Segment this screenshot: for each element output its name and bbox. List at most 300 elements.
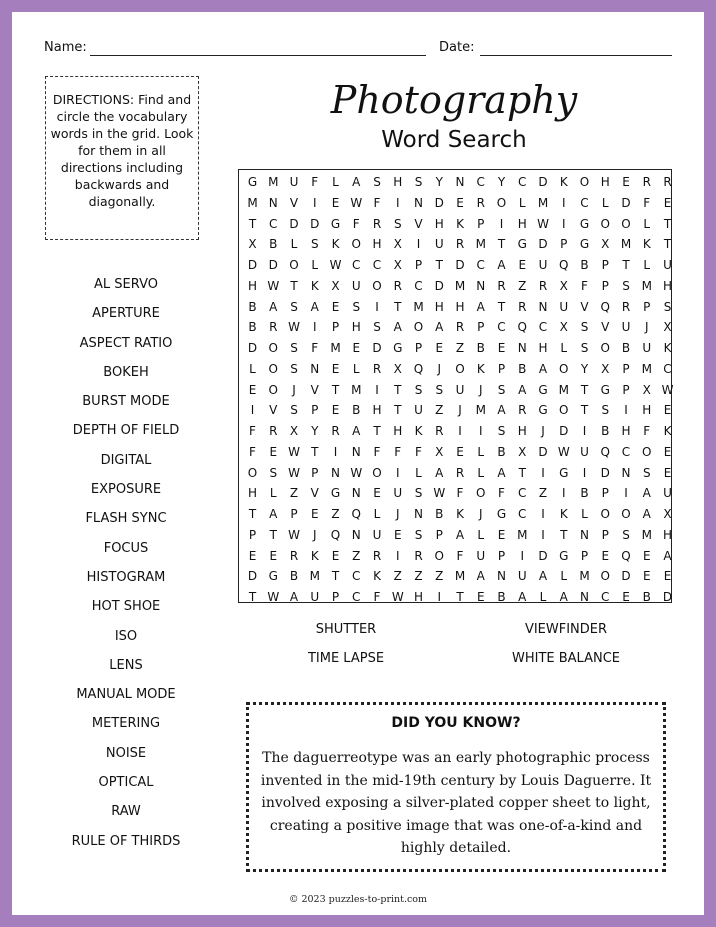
grid-cell[interactable]: L <box>601 195 609 210</box>
grid-cell[interactable]: Y <box>311 424 319 438</box>
grid-cell[interactable]: D <box>247 258 258 272</box>
grid-cell[interactable]: O <box>496 195 507 210</box>
grid-cell[interactable]: E <box>518 258 527 272</box>
grid-cell[interactable]: L <box>373 507 381 521</box>
grid-cell[interactable]: W <box>288 320 300 335</box>
grid-cell[interactable]: O <box>600 341 610 355</box>
grid-cell[interactable]: C <box>372 258 382 272</box>
grid-cell[interactable]: V <box>310 382 319 397</box>
grid-cell[interactable]: T <box>497 299 506 314</box>
grid-cell[interactable]: O <box>621 507 631 521</box>
grid-cell[interactable]: C <box>352 258 361 272</box>
grid-cell[interactable]: L <box>539 590 547 604</box>
grid-cell[interactable]: B <box>601 424 610 438</box>
grid-cell[interactable]: C <box>663 361 672 376</box>
grid-cell[interactable]: G <box>579 237 590 252</box>
grid-cell[interactable]: V <box>601 320 610 335</box>
grid-cell[interactable]: D <box>372 341 382 355</box>
grid-cell[interactable]: U <box>663 486 672 501</box>
grid-cell[interactable]: S <box>497 382 506 397</box>
grid-cell[interactable]: H <box>517 216 527 231</box>
grid-cell[interactable]: T <box>518 465 526 480</box>
grid-cell[interactable]: Z <box>352 548 361 563</box>
grid-cell[interactable]: X <box>289 424 299 438</box>
grid-cell[interactable]: Z <box>538 486 548 501</box>
grid-cell[interactable]: D <box>434 195 444 210</box>
grid-cell[interactable]: I <box>624 403 628 418</box>
grid-cell[interactable]: N <box>497 569 506 584</box>
grid-cell[interactable]: D <box>538 444 548 459</box>
grid-cell[interactable]: Y <box>497 175 506 189</box>
grid-cell[interactable]: E <box>476 590 485 604</box>
grid-cell[interactable]: I <box>582 465 587 480</box>
grid-cell[interactable]: T <box>394 382 402 397</box>
grid-cell[interactable]: S <box>414 486 423 501</box>
grid-cell[interactable]: R <box>372 361 382 376</box>
grid-cell[interactable]: D <box>621 569 631 584</box>
grid-cell[interactable]: S <box>414 175 423 189</box>
grid-cell[interactable]: A <box>518 382 527 397</box>
grid-cell[interactable]: X <box>435 444 444 459</box>
grid-cell[interactable]: X <box>559 278 568 293</box>
grid-cell[interactable]: N <box>538 299 548 314</box>
grid-cell[interactable]: G <box>393 341 403 355</box>
grid-cell[interactable]: E <box>663 195 672 210</box>
grid-cell[interactable]: S <box>269 465 278 480</box>
grid-cell[interactable]: F <box>373 444 381 459</box>
grid-cell[interactable]: J <box>437 361 442 376</box>
grid-cell[interactable]: S <box>622 527 630 542</box>
grid-cell[interactable]: E <box>331 361 340 376</box>
grid-cell[interactable]: O <box>413 320 424 335</box>
grid-cell[interactable]: H <box>517 424 527 438</box>
grid-cell[interactable]: U <box>434 237 444 252</box>
grid-cell[interactable]: A <box>352 175 361 189</box>
grid-cell[interactable]: J <box>478 507 483 521</box>
grid-cell[interactable]: O <box>434 548 444 563</box>
grid-cell[interactable]: N <box>414 507 423 521</box>
grid-cell[interactable]: B <box>248 320 257 335</box>
grid-cell[interactable]: D <box>538 237 548 252</box>
grid-cell[interactable]: O <box>268 341 278 355</box>
grid-cell[interactable]: I <box>375 382 379 397</box>
grid-cell[interactable]: K <box>373 569 381 584</box>
grid-cell[interactable]: J <box>458 403 462 418</box>
grid-cell[interactable]: I <box>458 424 462 438</box>
grid-cell[interactable]: O <box>600 569 610 584</box>
grid-cell[interactable]: L <box>332 175 339 189</box>
grid-cell[interactable]: U <box>559 299 569 314</box>
grid-cell[interactable]: X <box>393 361 402 376</box>
grid-cell[interactable]: R <box>642 175 651 189</box>
grid-cell[interactable]: N <box>621 465 631 480</box>
grid-cell[interactable]: C <box>269 216 278 231</box>
grid-cell[interactable]: A <box>642 507 651 521</box>
grid-cell[interactable]: U <box>580 444 589 459</box>
grid-cell[interactable]: O <box>268 382 278 397</box>
grid-cell[interactable]: T <box>394 299 402 314</box>
grid-cell[interactable]: W <box>661 382 674 397</box>
grid-cell[interactable]: P <box>477 320 485 335</box>
grid-cell[interactable]: A <box>435 320 444 335</box>
grid-cell[interactable]: E <box>663 465 672 480</box>
grid-cell[interactable]: R <box>538 278 548 293</box>
grid-cell[interactable]: B <box>642 590 651 604</box>
grid-cell[interactable]: V <box>414 216 423 231</box>
grid-cell[interactable]: W <box>433 486 446 501</box>
grid-cell[interactable]: M <box>558 382 569 397</box>
grid-cell[interactable]: F <box>394 444 402 459</box>
grid-cell[interactable]: L <box>415 465 422 480</box>
grid-cell[interactable]: N <box>331 465 340 480</box>
grid-cell[interactable]: I <box>478 424 483 438</box>
grid-cell[interactable]: L <box>311 258 319 272</box>
grid-cell[interactable]: D <box>559 424 569 438</box>
grid-cell[interactable]: R <box>269 320 278 335</box>
grid-cell[interactable]: O <box>247 465 258 480</box>
grid-cell[interactable]: W <box>288 527 300 542</box>
grid-cell[interactable]: T <box>435 258 443 272</box>
grid-cell[interactable]: E <box>331 403 340 418</box>
grid-cell[interactable]: P <box>601 486 609 501</box>
grid-cell[interactable]: I <box>395 548 400 563</box>
grid-cell[interactable]: D <box>662 590 673 604</box>
grid-cell[interactable]: Q <box>621 548 631 563</box>
grid-cell[interactable]: A <box>497 465 506 480</box>
grid-cell[interactable]: P <box>414 258 423 272</box>
grid-cell[interactable]: F <box>311 175 319 189</box>
grid-cell[interactable]: U <box>517 569 527 584</box>
grid-cell[interactable]: N <box>517 341 527 355</box>
grid-cell[interactable]: T <box>663 237 672 252</box>
grid-cell[interactable]: A <box>518 590 527 604</box>
grid-cell[interactable]: D <box>310 216 320 231</box>
grid-cell[interactable]: F <box>311 341 319 355</box>
grid-cell[interactable]: L <box>518 195 526 210</box>
grid-cell[interactable]: M <box>351 382 362 397</box>
grid-cell[interactable]: X <box>518 444 527 459</box>
grid-cell[interactable]: W <box>391 590 404 604</box>
grid-cell[interactable]: G <box>600 382 610 397</box>
grid-cell[interactable]: X <box>248 237 257 252</box>
grid-cell[interactable]: X <box>601 361 610 376</box>
grid-cell[interactable]: I <box>395 465 400 480</box>
grid-cell[interactable]: B <box>476 341 485 355</box>
grid-cell[interactable]: A <box>352 424 361 438</box>
grid-cell[interactable]: F <box>456 486 464 501</box>
grid-cell[interactable]: J <box>541 424 545 438</box>
grid-cell[interactable]: E <box>642 548 651 563</box>
grid-cell[interactable]: S <box>290 299 298 314</box>
grid-cell[interactable]: C <box>518 486 527 501</box>
grid-cell[interactable]: H <box>372 237 382 252</box>
grid-cell[interactable]: W <box>288 444 300 459</box>
grid-cell[interactable]: U <box>372 527 382 542</box>
grid-cell[interactable]: L <box>290 237 298 252</box>
grid-cell[interactable]: F <box>352 216 360 231</box>
grid-cell[interactable]: H <box>642 403 652 418</box>
grid-cell[interactable]: E <box>456 444 464 459</box>
grid-cell[interactable]: A <box>538 569 548 584</box>
grid-cell[interactable]: S <box>435 382 444 397</box>
grid-cell[interactable]: B <box>435 507 444 521</box>
grid-cell[interactable]: Z <box>331 507 340 521</box>
grid-cell[interactable]: V <box>269 403 278 418</box>
grid-cell[interactable]: E <box>331 548 340 563</box>
grid-cell[interactable]: A <box>289 590 299 604</box>
grid-cell[interactable]: C <box>518 175 527 189</box>
grid-cell[interactable]: U <box>351 278 361 293</box>
grid-cell[interactable]: E <box>497 341 506 355</box>
grid-cell[interactable]: L <box>581 507 588 521</box>
grid-cell[interactable]: D <box>247 341 258 355</box>
grid-cell[interactable]: G <box>517 237 527 252</box>
grid-cell[interactable]: R <box>414 548 423 563</box>
grid-cell[interactable]: M <box>309 569 320 584</box>
grid-cell[interactable]: S <box>290 403 298 418</box>
grid-cell[interactable]: H <box>247 278 258 293</box>
grid-cell[interactable]: U <box>663 258 672 272</box>
grid-cell[interactable]: I <box>250 403 255 418</box>
grid-cell[interactable]: N <box>476 278 486 293</box>
grid-cell[interactable]: W <box>557 444 570 459</box>
grid-cell[interactable]: D <box>434 278 444 293</box>
grid-cell[interactable]: G <box>330 216 341 231</box>
grid-cell[interactable]: E <box>310 507 319 521</box>
grid-cell[interactable]: H <box>393 175 403 189</box>
grid-cell[interactable]: S <box>373 320 381 335</box>
grid-cell[interactable]: C <box>414 278 423 293</box>
grid-cell[interactable]: E <box>497 527 506 542</box>
grid-cell[interactable]: P <box>435 527 443 542</box>
grid-cell[interactable]: P <box>622 361 630 376</box>
grid-cell[interactable]: R <box>455 237 465 252</box>
grid-cell[interactable]: K <box>559 507 568 521</box>
grid-cell[interactable]: L <box>477 444 485 459</box>
grid-cell[interactable]: Q <box>600 299 610 314</box>
grid-cell[interactable]: L <box>269 486 277 501</box>
grid-cell[interactable]: D <box>455 258 465 272</box>
grid-cell[interactable]: M <box>268 175 279 189</box>
grid-cell[interactable]: C <box>538 320 548 335</box>
grid-cell[interactable]: W <box>288 465 300 480</box>
grid-cell[interactable]: P <box>601 258 609 272</box>
grid-cell[interactable]: E <box>456 195 464 210</box>
grid-cell[interactable]: V <box>580 299 589 314</box>
grid-cell[interactable]: P <box>290 507 298 521</box>
grid-cell[interactable]: Q <box>517 320 527 335</box>
grid-cell[interactable]: C <box>476 175 485 189</box>
grid-cell[interactable]: T <box>394 403 402 418</box>
grid-cell[interactable]: O <box>372 278 382 293</box>
grid-cell[interactable]: A <box>476 299 485 314</box>
grid-cell[interactable]: K <box>642 237 651 252</box>
grid-cell[interactable]: B <box>289 569 299 584</box>
grid-cell[interactable]: R <box>269 424 278 438</box>
grid-cell[interactable]: W <box>350 465 363 480</box>
grid-cell[interactable]: A <box>435 465 444 480</box>
grid-cell[interactable]: F <box>498 486 505 501</box>
grid-cell[interactable]: R <box>455 465 465 480</box>
grid-cell[interactable]: N <box>268 195 278 210</box>
grid-cell[interactable]: I <box>416 237 421 252</box>
grid-cell[interactable]: S <box>393 216 402 231</box>
grid-cell[interactable]: T <box>580 403 589 418</box>
grid-cell[interactable]: C <box>518 507 527 521</box>
grid-cell[interactable]: T <box>373 424 381 438</box>
grid-cell[interactable]: G <box>496 507 507 521</box>
grid-cell[interactable]: M <box>247 195 258 210</box>
grid-cell[interactable]: H <box>621 424 631 438</box>
grid-cell[interactable]: K <box>414 424 423 438</box>
grid-cell[interactable]: S <box>580 320 589 335</box>
grid-cell[interactable]: D <box>621 195 631 210</box>
grid-cell[interactable]: L <box>352 361 360 376</box>
grid-cell[interactable]: E <box>435 341 444 355</box>
grid-cell[interactable]: X <box>331 278 340 293</box>
grid-cell[interactable]: G <box>268 569 278 584</box>
grid-cell[interactable]: K <box>331 237 340 252</box>
grid-cell[interactable]: P <box>560 237 568 252</box>
grid-cell[interactable]: E <box>393 527 402 542</box>
grid-cell[interactable]: T <box>290 278 298 293</box>
grid-cell[interactable]: E <box>601 548 610 563</box>
grid-cell[interactable]: J <box>478 382 483 397</box>
grid-cell[interactable]: G <box>330 486 341 501</box>
grid-cell[interactable]: M <box>454 278 466 293</box>
grid-cell[interactable]: K <box>310 548 319 563</box>
grid-cell[interactable]: X <box>559 320 568 335</box>
grid-cell[interactable]: S <box>580 341 589 355</box>
grid-cell[interactable]: B <box>580 258 589 272</box>
grid-cell[interactable]: T <box>497 237 506 252</box>
grid-cell[interactable]: C <box>621 444 631 459</box>
grid-cell[interactable]: T <box>331 382 340 397</box>
grid-cell[interactable]: I <box>520 548 525 563</box>
grid-cell[interactable]: P <box>580 548 589 563</box>
grid-cell[interactable]: A <box>269 507 278 521</box>
grid-cell[interactable]: N <box>580 527 589 542</box>
grid-cell[interactable]: O <box>351 237 361 252</box>
grid-cell[interactable]: G <box>538 382 548 397</box>
grid-cell[interactable]: M <box>620 237 632 252</box>
grid-cell[interactable]: I <box>541 507 545 521</box>
grid-cell[interactable]: N <box>414 195 423 210</box>
grid-cell[interactable]: L <box>560 569 568 584</box>
grid-cell[interactable]: A <box>559 590 568 604</box>
grid-cell[interactable]: M <box>579 569 590 584</box>
grid-cell[interactable]: E <box>352 341 361 355</box>
grid-cell[interactable]: O <box>476 486 486 501</box>
grid-cell[interactable]: E <box>663 403 672 418</box>
grid-cell[interactable]: F <box>373 590 381 604</box>
grid-cell[interactable]: O <box>579 175 590 189</box>
grid-cell[interactable]: E <box>331 195 340 210</box>
grid-cell[interactable]: E <box>663 569 672 584</box>
grid-cell[interactable]: S <box>601 403 610 418</box>
grid-cell[interactable]: T <box>331 569 340 584</box>
grid-cell[interactable]: I <box>561 486 566 501</box>
grid-cell[interactable]: M <box>537 195 549 210</box>
grid-cell[interactable]: W <box>329 258 342 272</box>
grid-cell[interactable]: Z <box>435 569 444 584</box>
grid-cell[interactable]: S <box>290 341 298 355</box>
grid-cell[interactable]: M <box>475 237 486 252</box>
grid-cell[interactable]: O <box>372 465 382 480</box>
grid-cell[interactable]: P <box>311 403 319 418</box>
grid-cell[interactable]: P <box>477 216 485 231</box>
grid-cell[interactable]: T <box>663 216 672 231</box>
grid-cell[interactable]: T <box>560 527 568 542</box>
grid-cell[interactable]: Q <box>413 361 424 376</box>
grid-cell[interactable]: Z <box>289 486 299 501</box>
grid-cell[interactable]: R <box>393 278 402 293</box>
grid-cell[interactable]: A <box>497 403 506 418</box>
grid-cell[interactable]: G <box>538 403 548 418</box>
grid-cell[interactable]: L <box>249 361 256 376</box>
grid-cell[interactable]: G <box>247 175 258 189</box>
grid-cell[interactable]: U <box>621 320 631 335</box>
grid-cell[interactable]: B <box>497 590 506 604</box>
grid-cell[interactable]: I <box>437 590 442 604</box>
grid-cell[interactable]: I <box>541 527 545 542</box>
grid-cell[interactable]: Y <box>435 175 443 189</box>
grid-cell[interactable]: U <box>310 590 320 604</box>
grid-cell[interactable]: Z <box>455 341 465 355</box>
grid-cell[interactable]: H <box>455 299 465 314</box>
grid-cell[interactable]: K <box>310 278 319 293</box>
grid-cell[interactable]: O <box>600 507 610 521</box>
grid-cell[interactable]: D <box>600 465 610 480</box>
grid-cell[interactable]: T <box>269 527 277 542</box>
grid-cell[interactable]: A <box>455 527 465 542</box>
grid-cell[interactable]: M <box>475 403 486 418</box>
grid-cell[interactable]: A <box>310 299 319 314</box>
grid-cell[interactable]: O <box>642 444 652 459</box>
grid-cell[interactable]: C <box>580 195 589 210</box>
grid-cell[interactable]: B <box>269 237 278 252</box>
grid-cell[interactable]: S <box>622 278 630 293</box>
grid-cell[interactable]: K <box>456 216 464 231</box>
grid-cell[interactable]: Y <box>580 361 589 376</box>
grid-cell[interactable]: S <box>414 382 423 397</box>
grid-cell[interactable]: E <box>663 444 672 459</box>
grid-cell[interactable]: E <box>331 299 340 314</box>
grid-cell[interactable]: B <box>352 403 361 418</box>
grid-cell[interactable]: H <box>413 590 424 604</box>
grid-cell[interactable]: G <box>579 216 590 231</box>
grid-cell[interactable]: N <box>310 361 320 376</box>
grid-cell[interactable]: R <box>372 216 382 231</box>
grid-cell[interactable]: M <box>454 569 466 584</box>
grid-cell[interactable]: P <box>601 278 609 293</box>
grid-cell[interactable]: F <box>643 424 651 438</box>
grid-cell[interactable]: P <box>601 527 609 542</box>
grid-cell[interactable]: H <box>600 175 610 189</box>
grid-cell[interactable]: L <box>477 465 485 480</box>
grid-cell[interactable]: I <box>499 216 504 231</box>
grid-cell[interactable]: F <box>456 548 464 563</box>
grid-cell[interactable]: D <box>268 258 278 272</box>
grid-cell[interactable]: R <box>518 403 527 418</box>
grid-cell[interactable]: Z <box>435 403 444 418</box>
grid-cell[interactable]: W <box>267 278 280 293</box>
grid-cell[interactable]: C <box>352 569 361 584</box>
grid-cell[interactable]: N <box>351 527 361 542</box>
grid-cell[interactable]: D <box>247 569 258 584</box>
grid-cell[interactable]: I <box>561 216 566 231</box>
grid-cell[interactable]: C <box>497 320 506 335</box>
